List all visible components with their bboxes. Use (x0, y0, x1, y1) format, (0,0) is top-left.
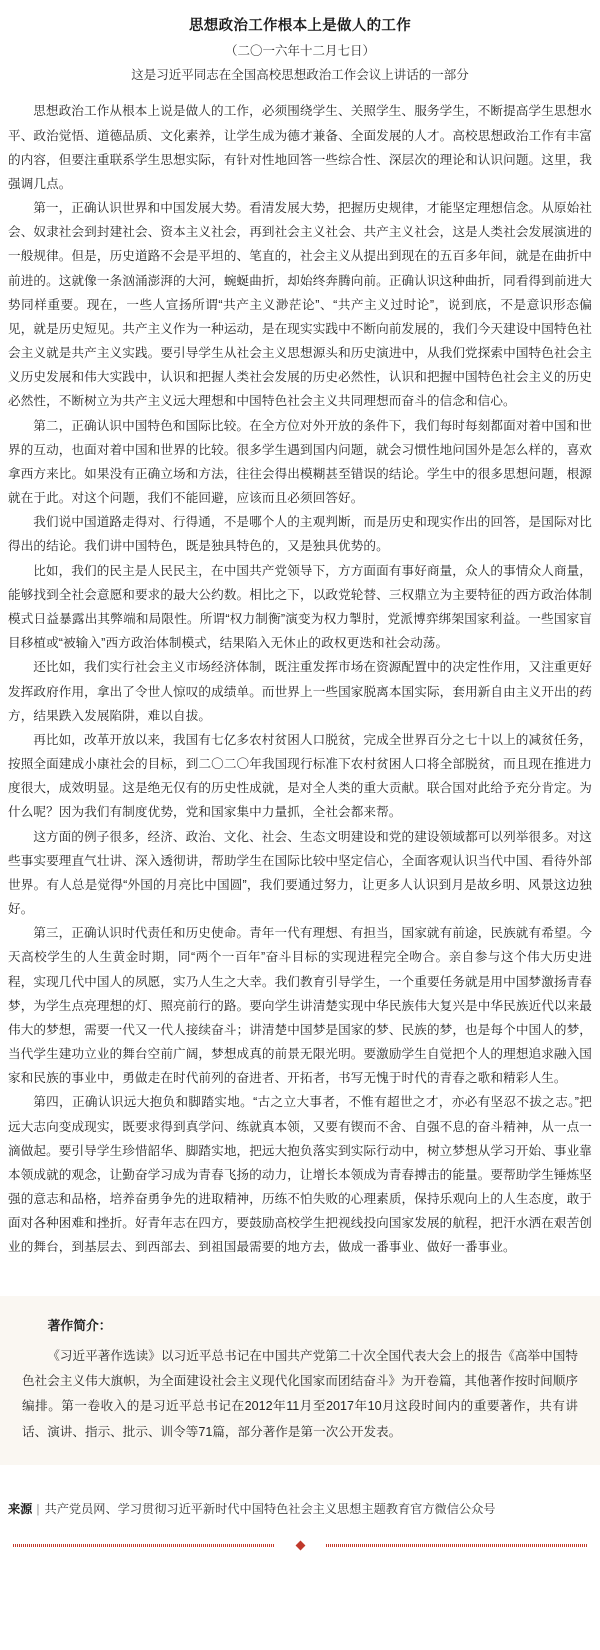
title-block (0, 0, 600, 87)
body-paragraph: 第三，正确认识时代责任和历史使命。青年一代有理想、有担当，国家就有前途，民族就有希望。今天高校学生的人生黄金时期，同“两个一百年”奋斗目标的实现进程完全吻合。亲自参与这个伟大历史进程，实现几代中国人的夙愿，实乃人生之大幸。我们教育引导学生，一个重要任务就是用中国梦激扬青春梦，为学生点亮理想的灯、照亮前行的路。要向学生讲清楚实现中华民族伟大复兴是中华民族近代以来最伟大的梦想，需要一代又一代人接续奋斗；讲清楚中国梦是国家的梦、民族的梦，也是每个中国人的梦，当代学生建功立业的舞台空前广阔，梦想成真的前景无限光明。要激励学生自觉把个人的理想追求融入国家和民族的事业中，勇做走在时代前列的奋进者、开拓者，书写无愧于时代的青春之歌和精彩人生。 (8, 926, 592, 1086)
document-subtitle: 这是习近平同志在全国高校思想政治工作会议上讲话的一部分 (131, 68, 469, 83)
body-paragraph: 我们说中国道路走得对、行得通，不是哪个人的主观判断，而是历史和现实作出的回答，是国际对比得出的结论。我们讲中国特色，既是独具特色的，又是独具优势的。 (8, 515, 592, 554)
divider-dots-right-icon (326, 1544, 588, 1547)
decorative-divider (0, 1535, 600, 1555)
body-paragraph: 比如，我们的民主是人民民主，在中国共产党领导下，方方面面有事好商量，众人的事情众人商量，能够找到全社会意愿和要求的最大公约数。相比之下，以政党轮替、三权鼎立为主要特征的西方政治体制模式日益暴露出其弊端和局限性。所谓“权力制衡”演变为权力掣肘，党派博弈绑架国家利益。一些国家盲目移植或“被输入”西方政治体制模式，结果陷入无休止的政权更迭和社会动荡。 (8, 563, 592, 651)
page-title: 思想政治工作根本上是做人的工作 (189, 18, 411, 34)
source-text: 共产党员网、学习贯彻习近平新时代中国特色社会主义思想主题教育官方微信公众号 (44, 1501, 496, 1516)
source-separator: | (36, 1501, 40, 1516)
book-introduction-text: 《习近平著作选读》以习近平总书记在中国共产党第二十次全国代表大会上的报告《高举中国特色社会主义伟大旗帜，为全面建设社会主义现代化国家而团结奋斗》为开卷篇，其他著作按时间顺序编排。第一卷收入的是习近平总书记在2012年11月至2017年10月这段时间内的重要著作，共有讲话、演讲、指示、批示、训令等71篇，部分著作是第一次公开发表。 (22, 1348, 578, 1439)
body-paragraph: 第四，正确认识远大抱负和脚踏实地。“古之立大事者，不惟有超世之才，亦必有坚忍不拔之志。”把远大志向变成现实，既要求得到真学问、练就真本领，又要有锲而不舍、自强不息的奋斗精神，从一点一滴做起。要引导学生珍惜韶华、脚踏实地，把远大抱负落实到实际行动中，树立梦想从学习开始、事业靠本领成就的观念，让勤奋学习成为青春飞扬的动力，让增长本领成为青春搏击的能量。要帮助学生锤炼坚强的意志和品格，培养奋勇争先的进取精神，历练不怕失败的心理素质，保持乐观向上的人生态度，敢于面对各种困难和挫折。好青年志在四方，要鼓励高校学生把视线投向国家发展的航程，把汗水洒在艰苦创业的舞台，到基层去、到西部去、到祖国最需要的地方去，做成一番事业、做好一番事业。 (8, 1095, 592, 1255)
book-introduction-heading: 著作简介： (47, 1317, 112, 1333)
body-paragraph: 思想政治工作从根本上说是做人的工作，必须围绕学生、关照学生、服务学生，不断提高学生思想水平、政治觉悟、道德品质、文化素养，让学生成为德才兼备、全面发展的人才。高校思想政治工作有丰富的内容，但要注重联系学生思想实际，有针对性地回答一些综合性、深层次的理论和认识问题。这里，我强调几点。 (8, 104, 592, 191)
body-paragraph: 第二，正确认识中国特色和国际比较。在全方位对外开放的条件下，我们每时每刻都面对着中国和世界的互动，也面对着中国和世界的比较。很多学生遇到国内问题，就会习惯性地问国外是怎么样的，喜欢拿西方来比。如果没有正确立场和方法，往往会得出模糊甚至错误的结论。学生中的很多思想问题，根源就在于此。对这个问题，我们不能回避，应该而且必须回答好。 (8, 418, 592, 506)
book-introduction-box (0, 1296, 600, 1465)
article-body (0, 87, 600, 1259)
document-date: （二〇一六年十二月七日） (224, 43, 375, 58)
body-paragraph: 再比如，改革开放以来，我国有七亿多农村贫困人口脱贫，完成全世界百分之七十以上的减贫任务，按照全面建成小康社会的目标，到二〇二〇年我国现行标准下农村贫困人口将全部脱贫，而且现在推进力度很大，成效明显。这是绝无仅有的历史性成就，是对全人类的重大贡献。联合国对此给予充分肯定。为什么呢？因为我们有制度优势，党和国家集中力量抓，全社会都来帮。 (8, 732, 592, 820)
source-label: 来源 (8, 1501, 33, 1516)
divider-diamond-icon (295, 1540, 305, 1550)
source-line (0, 1499, 600, 1520)
divider-dots-left-icon (13, 1544, 275, 1547)
body-paragraph: 第一，正确认识世界和中国发展大势。看清发展大势，把握历史规律，才能坚定理想信念。从原始社会、奴隶社会到封建社会、资本主义社会，再到社会主义社会、共产主义社会，这是人类社会发展演进的一般规律。但是，历史道路不会是平坦的、笔直的，社会主义从提出到现在的五百多年间，就是在曲折中前进的。这就像一条汹涌澎湃的大河，蜿蜒曲折，却始终奔腾向前。正确认识这种曲折，同看得到前进大势同样重要。现在，一些人宣扬所谓“共产主义渺茫论”、“共产主义过时论”，说到底，不是意识形态偏见，就是历史短见。共产主义作为一种运动，是在现实实践中不断向前发展的，我们今天建设中国特色社会主义就是共产主义实践。要引导学生从社会主义思想源头和历史演进中，从我们党探索中国特色社会主义历史发展和伟大实践中，认识和把握人类社会发展的历史必然性，认识和把握中国特色社会主义的历史必然性，不断树立为共产主义远大理想和中国特色社会主义共同理想而奋斗的信念和信心。 (8, 201, 592, 409)
body-paragraph: 这方面的例子很多，经济、政治、文化、社会、生态文明建设和党的建设领域都可以列举很多。对这些事实要理直气壮讲、深入透彻讲，帮助学生在国际比较中坚定信心，全面客观认识当代中国、看待外部世界。有人总是觉得“外国的月亮比中国圆”，我们要通过努力，让更多人认识到月是故乡明、风景这边独好。 (8, 829, 592, 917)
body-paragraph: 还比如，我们实行社会主义市场经济体制，既注重发挥市场在资源配置中的决定性作用，又注重更好发挥政府作用，拿出了令世人惊叹的成绩单。而世界上一些国家脱离本国实际，套用新自由主义开出的药方，结果跌入发展陷阱，难以自拔。 (8, 660, 592, 723)
